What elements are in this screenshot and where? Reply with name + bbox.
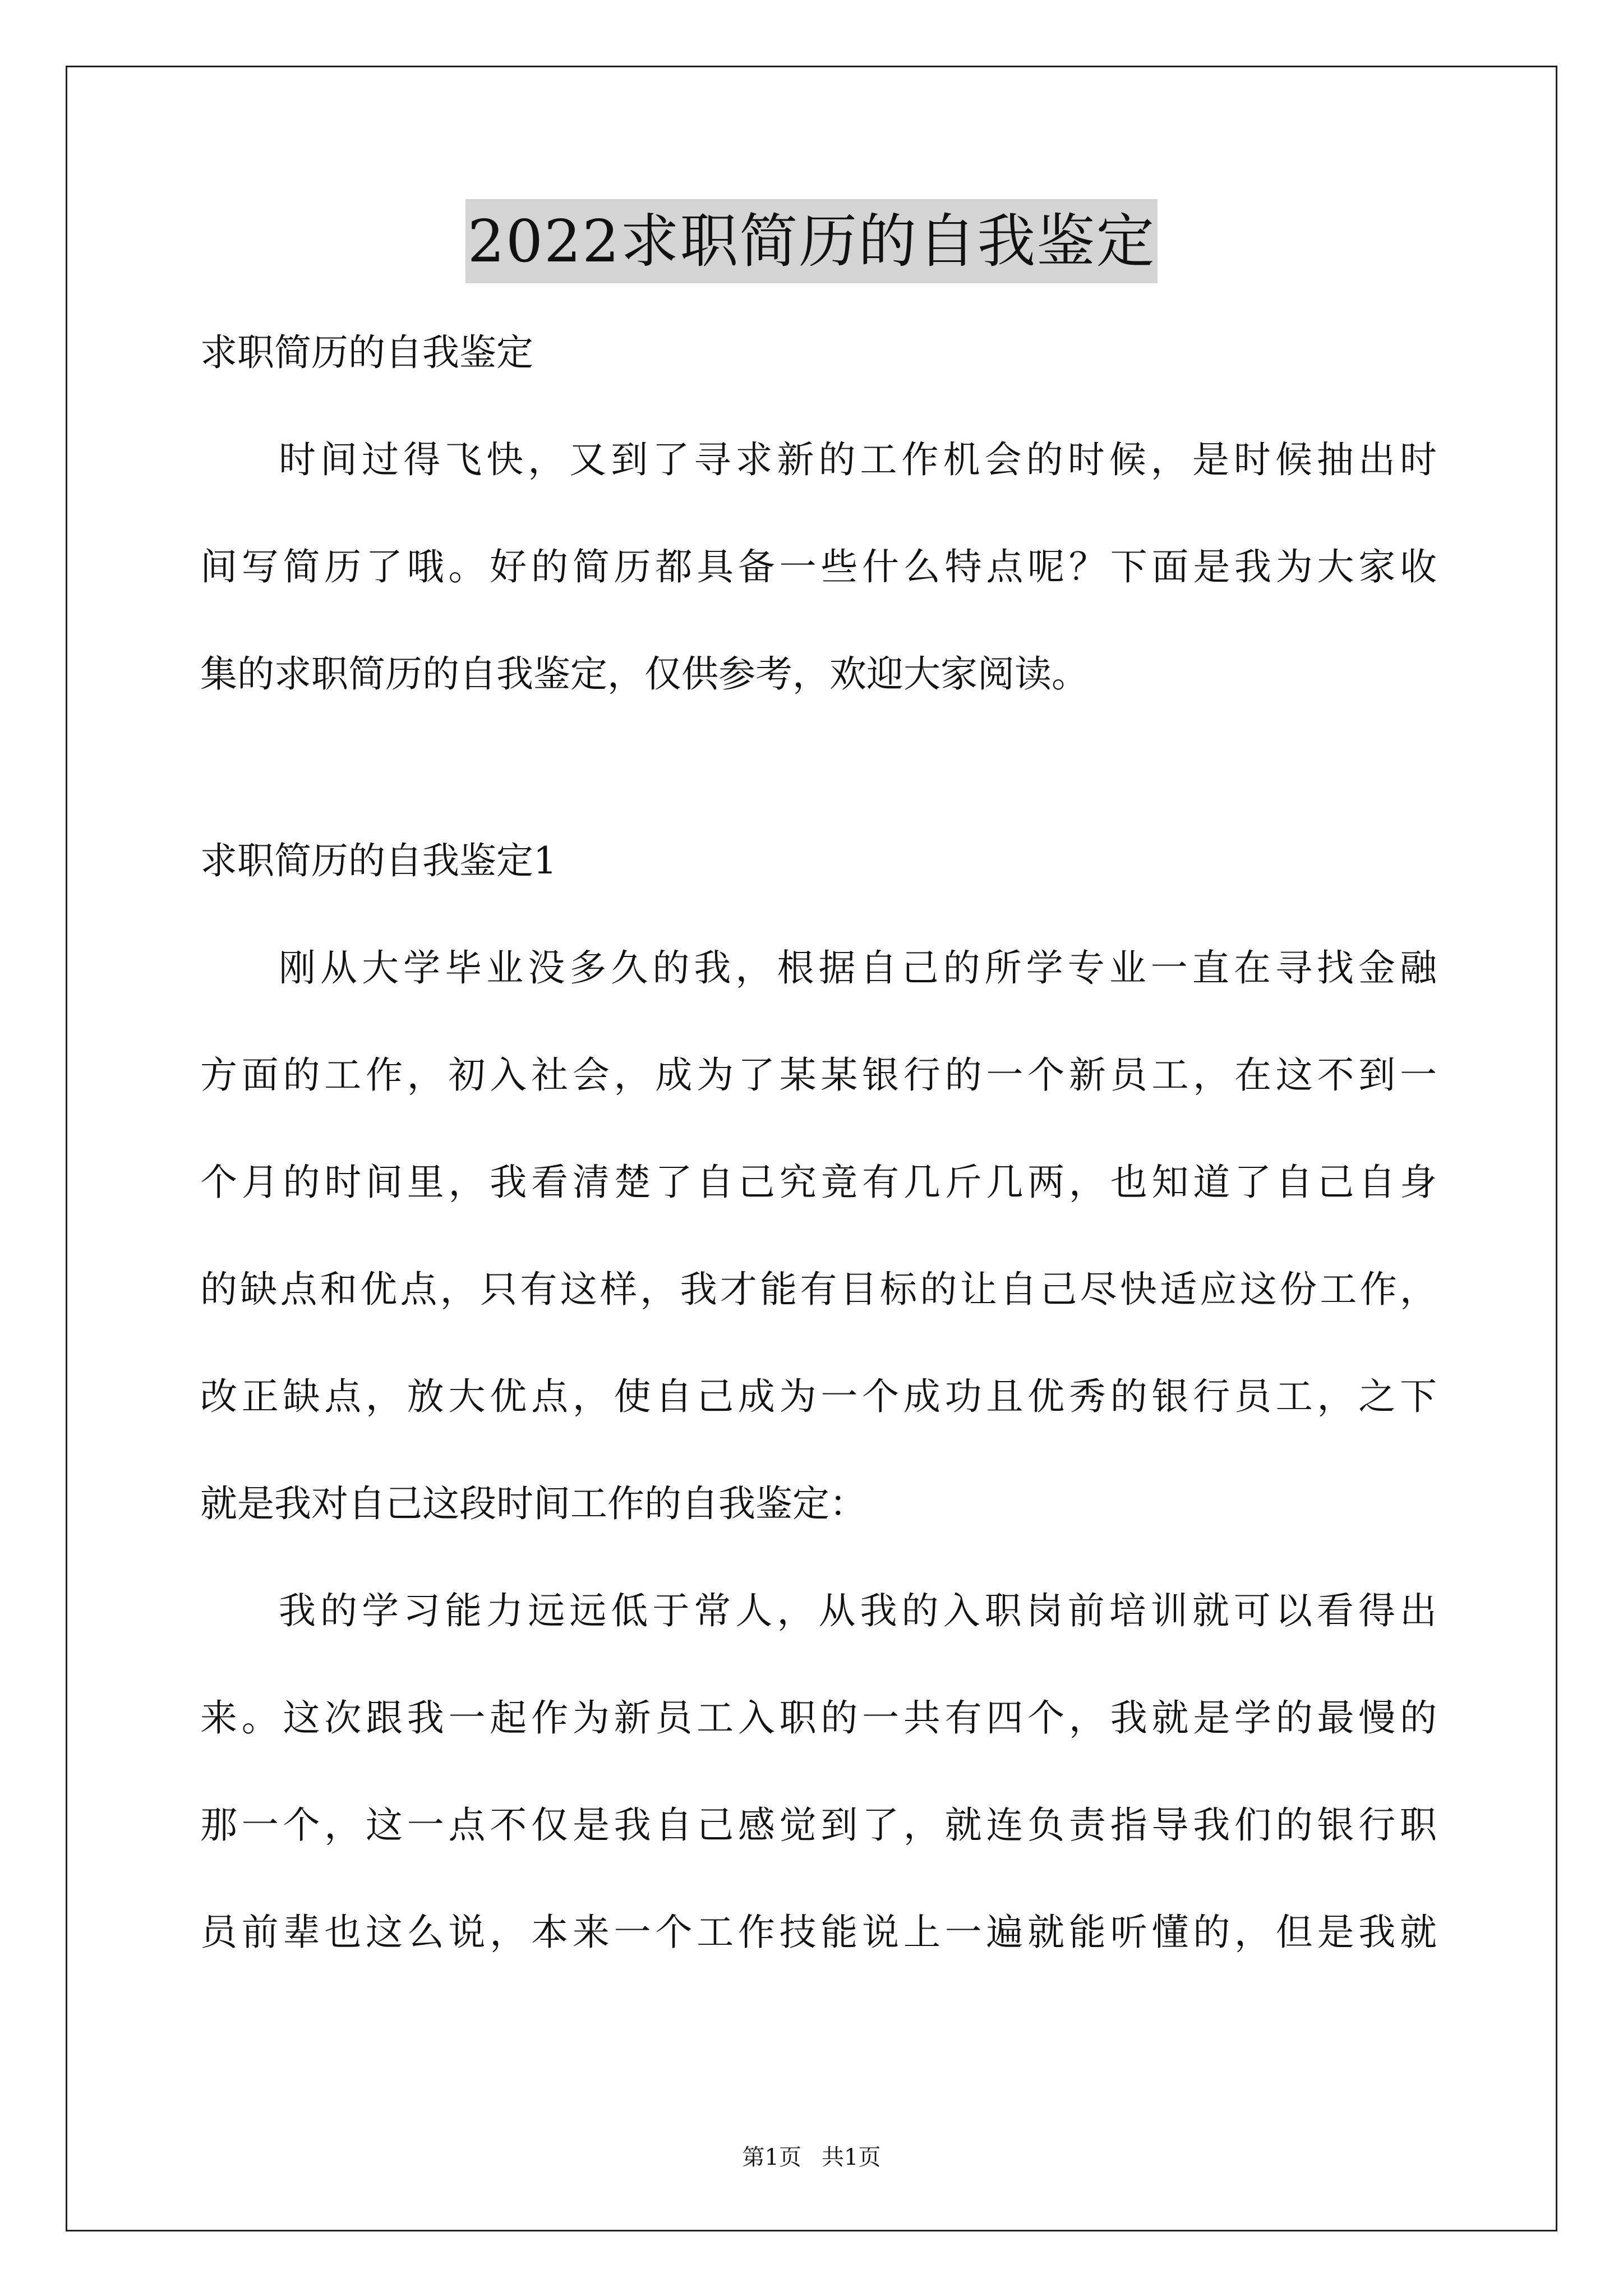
- paragraph-line: 改正缺点，放大优点，使自己成为一个成功且优秀的银行员工，之下: [200, 1375, 1437, 1418]
- paragraph-line: 间写简历了哦。好的简历都具备一些什么特点呢？下面是我为大家收: [200, 545, 1437, 588]
- paragraph-gap: [200, 728, 1437, 807]
- paragraph-line: 员前辈也这么说，本来一个工作技能说上一遍就能听懂的，但是我就: [200, 1911, 1437, 1954]
- paragraph-line: 个月的时间里，我看清楚了自己究竟有几斤几两，也知道了自己自身: [200, 1161, 1437, 1204]
- paragraph-line: 刚从大学毕业没多久的我，根据自己的所学专业一直在寻找金融: [279, 946, 1437, 990]
- paragraph-line: 的缺点和优点，只有这样，我才能有目标的让自己尽快适应这份工作，: [200, 1268, 1437, 1311]
- paragraph-line: 我的学习能力远远低于常人，从我的入职岗前培训就可以看得出: [279, 1589, 1437, 1632]
- paragraph-line: 就是我对自己这段时间工作的自我鉴定：: [200, 1482, 866, 1525]
- page-number: 第1页: [742, 2145, 801, 2170]
- section-heading: 求职简历的自我鉴定: [200, 331, 533, 374]
- page-total: 共1页: [822, 2145, 881, 2170]
- document-title: 2022求职简历的自我鉴定: [465, 199, 1158, 283]
- paragraph-line: 时间过得飞快，又到了寻求新的工作机会的时候，是时候抽出时: [279, 438, 1437, 481]
- document-body: [200, 299, 1437, 1986]
- paragraph-line: 那一个，这一点不仅是我自己感觉到了，就连负责指导我们的银行职: [200, 1803, 1437, 1847]
- paragraph-line: 集的求职简历的自我鉴定，仅供参考，欢迎大家阅读。: [200, 652, 1089, 696]
- paragraph-line: 来。这次跟我一起作为新员工入职的一共有四个，我就是学的最慢的: [200, 1696, 1437, 1740]
- title-area: [0, 199, 1623, 283]
- paragraph-line: 方面的工作，初入社会，成为了某某银行的一个新员工，在这不到一: [200, 1053, 1437, 1097]
- section-heading: 求职简历的自我鉴定1: [200, 839, 557, 882]
- page-footer: [0, 2141, 1623, 2174]
